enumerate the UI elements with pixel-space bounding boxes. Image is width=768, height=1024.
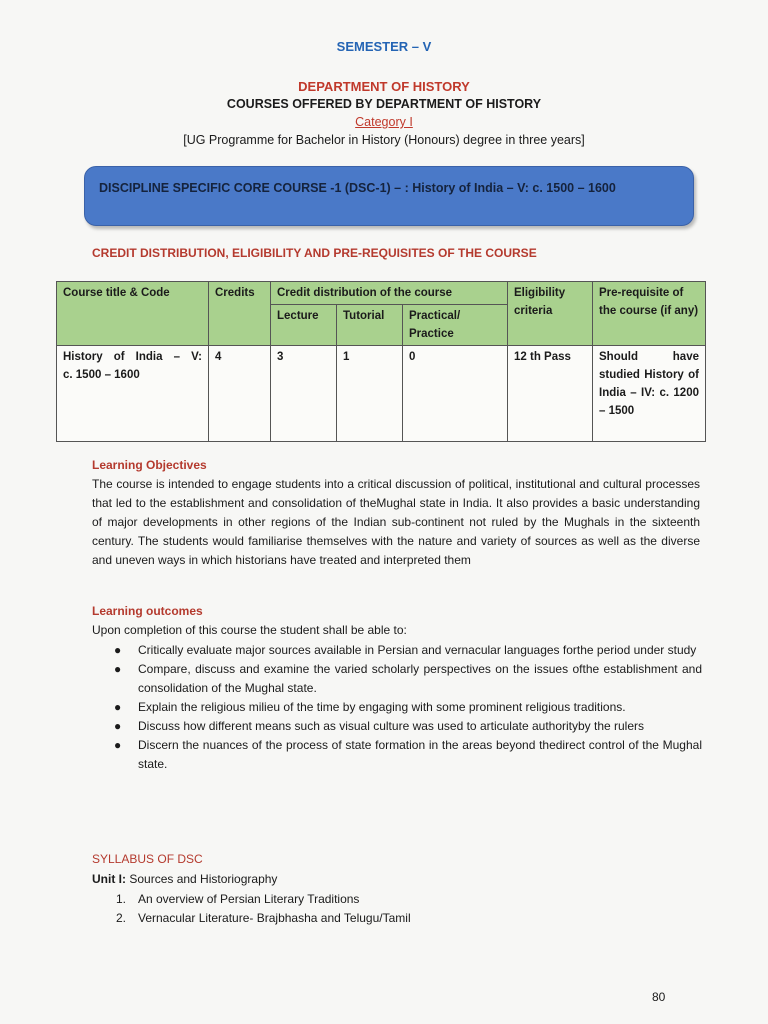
- list-item: [112, 717, 702, 736]
- learning-objectives-title: Learning Objectives: [92, 458, 207, 472]
- outcome-text: Compare, discuss and examine the varied scholarly perspectives on the issues ofthe establishment and consolidation of the Mughal state.: [138, 662, 702, 695]
- unit-heading: [92, 872, 277, 886]
- unit-title: Sources and Historiography: [129, 872, 278, 886]
- header-lecture: Lecture: [271, 305, 337, 346]
- unit-label: Unit I:: [92, 872, 126, 886]
- page-number: 80: [652, 990, 666, 1004]
- bullet-icon: ●: [114, 719, 122, 733]
- item-text: Vernacular Literature- Brajbhasha and Telugu/Tamil: [138, 911, 411, 925]
- outcome-text: Explain the religious milieu of the time by engaging with some prominent religious traditions.: [138, 700, 626, 714]
- cell-tutorial: 1: [337, 346, 403, 442]
- outcome-text: Discuss how different means such as visual culture was used to articulate authorityby the rulers: [138, 719, 645, 733]
- list-item: [112, 660, 702, 698]
- cell-eligibility: 12 th Pass: [508, 346, 593, 442]
- bullet-icon: ●: [114, 738, 122, 752]
- course-banner-text: DISCIPLINE SPECIFIC CORE COURSE -1 (DSC-1) – : History of India – V: c. 1500 – 1600: [99, 181, 616, 195]
- header-tutorial: Tutorial: [337, 305, 403, 346]
- header-eligibility: Eligibility criteria: [508, 282, 593, 346]
- learning-objectives-text: The course is intended to engage students into a critical discussion of political, institutional and cultural processes that led to the establishment and consolidation of theMughal state in India. It also provides a basic understanding of major developments in other regions of the Indian sub-continent not ruled by the Mughals in the sixteenth century. The students would familiarise themselves with the nature and variety of sources as well as the diverse and uneven ways in which historians have treated and interpreted them: [92, 477, 700, 567]
- learning-outcomes-list: [112, 641, 702, 774]
- list-item: [112, 736, 702, 774]
- outcome-text: Discern the nuances of the process of state formation in the areas beyond thedirect control of the Mughal state.: [138, 738, 702, 771]
- programme-line: [UG Programme for Bachelor in History (Honours) degree in three years]: [183, 133, 585, 147]
- learning-outcomes-intro: Upon completion of this course the student shall be able to:: [92, 623, 407, 637]
- header-course-title: Course title & Code: [57, 282, 209, 346]
- header-credit-distribution: Credit distribution of the course: [271, 282, 508, 305]
- cell-lecture: 3: [271, 346, 337, 442]
- courses-offered-heading: COURSES OFFERED BY DEPARTMENT OF HISTORY: [226, 97, 542, 111]
- header-credits: Credits: [209, 282, 271, 346]
- item-number: 2.: [116, 911, 127, 925]
- category-label: [0, 115, 768, 129]
- cell-course-title-line1: History of India – V:: [63, 351, 202, 363]
- cell-prerequisite: Should have studied History of India – IV: c. 1200 – 1500: [593, 346, 706, 442]
- cell-course-title: [57, 346, 209, 442]
- list-item: [112, 698, 702, 717]
- item-number: 1.: [116, 892, 127, 906]
- category-link: Category I: [355, 115, 413, 129]
- table-row: [57, 346, 706, 442]
- unit-topic-list: [116, 890, 411, 928]
- bullet-icon: ●: [114, 643, 122, 657]
- course-banner: [84, 166, 694, 226]
- outcome-text: Critically evaluate major sources available in Persian and vernacular languages forthe period under study: [138, 643, 697, 657]
- syllabus-title: SYLLABUS OF DSC: [92, 852, 203, 866]
- list-item: [112, 641, 702, 660]
- cell-practical: 0: [403, 346, 508, 442]
- list-item: [116, 909, 411, 928]
- semester-heading: SEMESTER – V: [336, 39, 432, 54]
- list-item: [116, 890, 411, 909]
- credit-distribution-heading: CREDIT DISTRIBUTION, ELIGIBILITY AND PRE-REQUISITES OF THE COURSE: [92, 246, 537, 260]
- bullet-icon: ●: [114, 662, 122, 676]
- cell-credits: 4: [209, 346, 271, 442]
- credit-table: [56, 281, 706, 442]
- bullet-icon: ●: [114, 700, 122, 714]
- learning-outcomes-title: Learning outcomes: [92, 604, 203, 618]
- header-practical: Practical/ Practice: [403, 305, 508, 346]
- department-heading: DEPARTMENT OF HISTORY: [298, 79, 470, 94]
- cell-course-title-line2: c. 1500 – 1600: [63, 369, 140, 381]
- table-header-row: [57, 282, 706, 305]
- header-prerequisite: Pre-requisite of the course (if any): [593, 282, 706, 346]
- item-text: An overview of Persian Literary Traditions: [138, 892, 360, 906]
